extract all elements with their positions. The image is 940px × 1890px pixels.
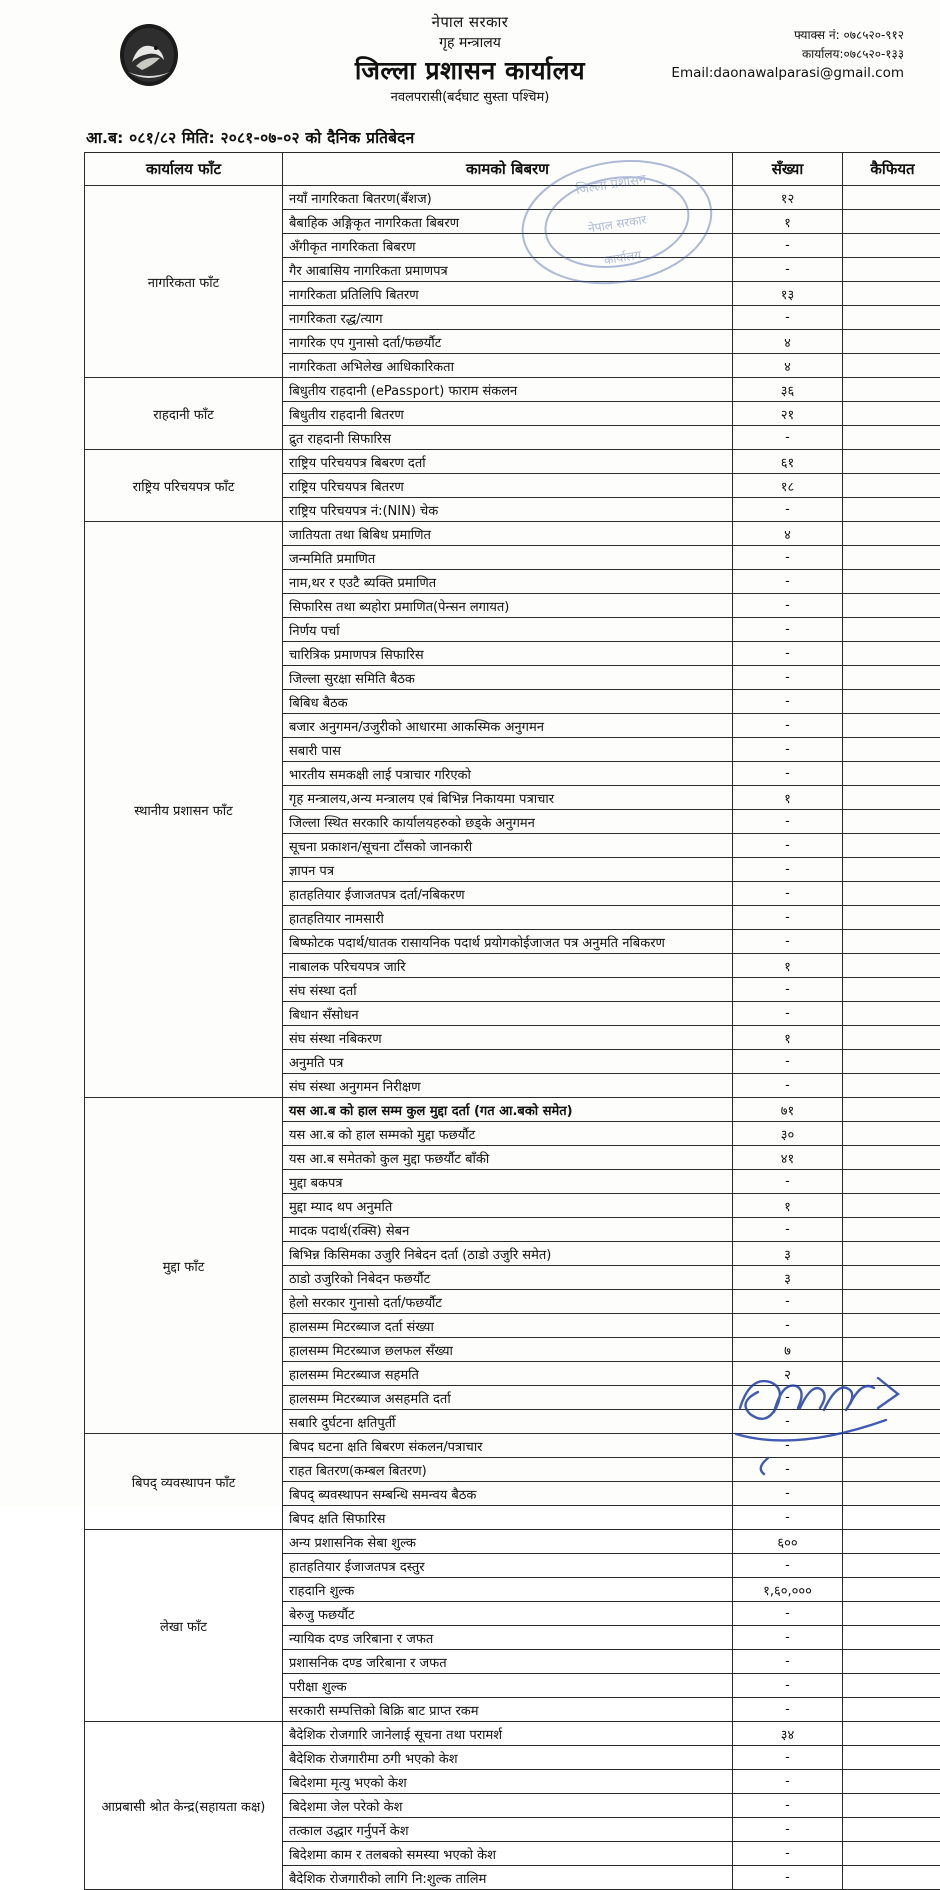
work-description-cell: सबारी पास: [283, 738, 733, 762]
count-cell: -: [733, 1770, 843, 1794]
count-cell: १: [733, 1194, 843, 1218]
document-header: [0, 0, 940, 120]
remark-cell: [843, 498, 940, 522]
remark-cell: [843, 618, 940, 642]
count-cell: -: [733, 498, 843, 522]
remark-cell: [843, 1194, 940, 1218]
work-description-cell: ज्ञापन पत्र: [283, 858, 733, 882]
work-description-cell: यस आ.ब को हाल सम्म कुल मुद्दा दर्ता (गत आ.बको समेत): [283, 1098, 733, 1122]
svg-text:जिल्ला प्रशासन: जिल्ला प्रशासन: [575, 171, 648, 198]
count-cell: १: [733, 954, 843, 978]
work-description-cell: बिष्फोटक पदार्थ/घातक रासायनिक पदार्थ प्रयोगकोईजाजत पत्र अनुमति नबिकरण: [283, 930, 733, 954]
remark-cell: [843, 1458, 940, 1482]
district-name: नवलपरासी(बर्दघाट सुस्ता पश्चिम): [0, 88, 940, 108]
email-address: Email:daonawalparasi@gmail.com: [671, 64, 904, 83]
work-description-cell: नाबालक परिचयपत्र जारि: [283, 954, 733, 978]
remark-cell: [843, 282, 940, 306]
count-cell: -: [733, 234, 843, 258]
work-description-cell: हालसम्म मिटरब्याज छलफल सँख्या: [283, 1338, 733, 1362]
remark-cell: [843, 1122, 940, 1146]
work-description-cell: बिपद क्षति सिफारिस: [283, 1506, 733, 1530]
remark-cell: [843, 1770, 940, 1794]
count-cell: ४: [733, 330, 843, 354]
count-cell: -: [733, 1314, 843, 1338]
work-description-cell: बिधुतीय राहदानी (ePassport) फाराम संकलन: [283, 378, 733, 402]
work-description-cell: मुद्दा बकपत्र: [283, 1170, 733, 1194]
table-row: [85, 1722, 940, 1746]
work-description-cell: संघ संस्था अनुगमन निरीक्षण: [283, 1074, 733, 1098]
count-cell: -: [733, 1458, 843, 1482]
count-cell: -: [733, 1170, 843, 1194]
count-cell: ६१: [733, 450, 843, 474]
count-cell: -: [733, 1218, 843, 1242]
remark-cell: [843, 450, 940, 474]
remark-cell: [843, 1410, 940, 1434]
remark-cell: [843, 786, 940, 810]
remark-cell: [843, 1794, 940, 1818]
work-description-cell: नागरिक एप गुनासो दर्ता/फछर्यौट: [283, 330, 733, 354]
remark-cell: [843, 1170, 940, 1194]
svg-text:कार्यालय: कार्यालय: [603, 248, 643, 268]
remark-cell: [843, 1242, 940, 1266]
remark-cell: [843, 1698, 940, 1722]
count-cell: -: [733, 570, 843, 594]
work-description-cell: बिदेशमा काम र तलबको समस्या भएको केश: [283, 1842, 733, 1866]
work-description-cell: चारित्रिक प्रमाणपत्र सिफारिस: [283, 642, 733, 666]
column-header-remark: कैफियत: [843, 153, 940, 186]
work-description-cell: संघ संस्था दर्ता: [283, 978, 733, 1002]
count-cell: -: [733, 1506, 843, 1530]
remark-cell: [843, 714, 940, 738]
count-cell: १३: [733, 282, 843, 306]
remark-cell: [843, 762, 940, 786]
work-description-cell: बैबाहिक अङ्गिकृत नागरिकता बिबरण: [283, 210, 733, 234]
svg-text:नेपाल सरकार: नेपाल सरकार: [587, 212, 648, 235]
office-section-label: लेखा फाँट: [85, 1530, 283, 1722]
work-description-cell: जिल्ला स्थित सरकारि कार्यालयहरुको छड्के अनुगमन: [283, 810, 733, 834]
count-cell: १: [733, 210, 843, 234]
work-description-cell: यस आ.ब को हाल सम्मको मुद्दा फछर्यौट: [283, 1122, 733, 1146]
work-description-cell: प्रशासनिक दण्ड जरिबाना र जफत: [283, 1650, 733, 1674]
remark-cell: [843, 1002, 940, 1026]
count-cell: -: [733, 882, 843, 906]
work-description-cell: बिभिन्न किसिमका उजुरि निबेदन दर्ता (ठाडो उजुरि समेत): [283, 1242, 733, 1266]
work-description-cell: संघ संस्था नबिकरण: [283, 1026, 733, 1050]
count-cell: -: [733, 546, 843, 570]
work-description-cell: नयाँ नागरिकता बितरण(बँशज): [283, 186, 733, 210]
count-cell: -: [733, 426, 843, 450]
remark-cell: [843, 1146, 940, 1170]
count-cell: ७१: [733, 1098, 843, 1122]
table-header-row: [85, 153, 940, 186]
count-cell: ३: [733, 1242, 843, 1266]
remark-cell: [843, 738, 940, 762]
work-description-cell: अँगीकृत नागरिकता बिबरण: [283, 234, 733, 258]
remark-cell: [843, 642, 940, 666]
count-cell: -: [733, 642, 843, 666]
count-cell: -: [733, 1554, 843, 1578]
office-section-label: राष्ट्रिय परिचयपत्र फाँट: [85, 450, 283, 522]
work-description-cell: सिफारिस तथा ब्यहोरा प्रमाणित(पेन्सन लगायत): [283, 594, 733, 618]
work-description-cell: नागरिकता प्रतिलिपि बितरण: [283, 282, 733, 306]
work-description-cell: अनुमति पत्र: [283, 1050, 733, 1074]
remark-cell: [843, 690, 940, 714]
remark-cell: [843, 1554, 940, 1578]
work-description-cell: न्यायिक दण्ड जरिबाना र जफत: [283, 1626, 733, 1650]
work-description-cell: बैदेशिक रोजगारि जानेलाई सूचना तथा परामर्श: [283, 1722, 733, 1746]
count-cell: ३६: [733, 378, 843, 402]
count-cell: -: [733, 978, 843, 1002]
count-cell: -: [733, 834, 843, 858]
count-cell: ४१: [733, 1146, 843, 1170]
contact-block: [671, 26, 904, 83]
count-cell: -: [733, 1050, 843, 1074]
work-description-cell: हालसम्म मिटरब्याज सहमति: [283, 1362, 733, 1386]
remark-cell: [843, 1866, 940, 1890]
work-description-cell: राष्ट्रिय परिचयपत्र बिबरण दर्ता: [283, 450, 733, 474]
remark-cell: [843, 1674, 940, 1698]
count-cell: १२: [733, 186, 843, 210]
count-cell: -: [733, 1794, 843, 1818]
office-section-label: आप्रबासी श्रोत केन्द्र(सहायता कक्ष): [85, 1722, 283, 1890]
count-cell: -: [733, 306, 843, 330]
work-description-cell: बैदेशिक रोजगारीमा ठगी भएको केश: [283, 1746, 733, 1770]
work-description-cell: राहदानि शुल्क: [283, 1578, 733, 1602]
remark-cell: [843, 834, 940, 858]
count-cell: -: [733, 594, 843, 618]
work-description-cell: ठाडो उजुरिको निबेदन फछर्यौट: [283, 1266, 733, 1290]
count-cell: -: [733, 810, 843, 834]
remark-cell: [843, 954, 940, 978]
work-description-cell: परीक्षा शुल्क: [283, 1674, 733, 1698]
remark-cell: [843, 1314, 940, 1338]
office-section-label: स्थानीय प्रशासन फाँट: [85, 522, 283, 1098]
phone-number: कार्यालय:०७८५२०-१३३: [671, 45, 904, 64]
remark-cell: [843, 522, 940, 546]
work-description-cell: जिल्ला सुरक्षा समिति बैठक: [283, 666, 733, 690]
work-description-cell: बिदेशमा मृत्यु भएको केश: [283, 1770, 733, 1794]
remark-cell: [843, 666, 940, 690]
work-description-cell: हेलो सरकार गुनासो दर्ता/फछर्यौट: [283, 1290, 733, 1314]
remark-cell: [843, 1506, 940, 1530]
work-description-cell: बिधुतीय राहदानी बितरण: [283, 402, 733, 426]
remark-cell: [843, 1722, 940, 1746]
office-title: जिल्ला प्रशासन कार्यालय: [0, 54, 940, 88]
remark-cell: [843, 1482, 940, 1506]
remark-cell: [843, 906, 940, 930]
table-row: [85, 450, 940, 474]
work-description-cell: सरकारी सम्पत्तिको बिक्रि बाट प्राप्त रकम: [283, 1698, 733, 1722]
count-cell: -: [733, 762, 843, 786]
work-description-cell: हालसम्म मिटरब्याज दर्ता संख्या: [283, 1314, 733, 1338]
count-cell: ६००: [733, 1530, 843, 1554]
remark-cell: [843, 978, 940, 1002]
remark-cell: [843, 1818, 940, 1842]
count-cell: -: [733, 1866, 843, 1890]
column-header-description: कामको बिबरण: [283, 153, 733, 186]
count-cell: -: [733, 1290, 843, 1314]
work-description-cell: अन्य प्रशासनिक सेबा शुल्क: [283, 1530, 733, 1554]
remark-cell: [843, 1650, 940, 1674]
remark-cell: [843, 330, 940, 354]
office-section-label: राहदानी फाँट: [85, 378, 283, 450]
work-description-cell: राष्ट्रिय परिचयपत्र बितरण: [283, 474, 733, 498]
count-cell: -: [733, 1074, 843, 1098]
work-description-cell: भारतीय समकक्षी लाई पत्राचार गरिएको: [283, 762, 733, 786]
remark-cell: [843, 306, 940, 330]
column-header-office: कार्यालय फाँट: [85, 153, 283, 186]
work-description-cell: राहत बितरण(कम्बल बितरण): [283, 1458, 733, 1482]
work-description-cell: निर्णय पर्चा: [283, 618, 733, 642]
daily-report-table: [84, 152, 940, 1890]
remark-cell: [843, 1050, 940, 1074]
table-row: [85, 1530, 940, 1554]
count-cell: -: [733, 1410, 843, 1434]
remark-cell: [843, 1386, 940, 1410]
work-description-cell: बिधान सँसोधन: [283, 1002, 733, 1026]
remark-cell: [843, 1026, 940, 1050]
count-cell: -: [733, 1386, 843, 1410]
report-subject: आ.ब: ०८१/८२ मिति: २०८१-०७-०२ को दैनिक प्रतिबेदन: [86, 126, 940, 148]
remark-cell: [843, 930, 940, 954]
work-description-cell: बिपद् ब्यवस्थापन सम्बन्धि समन्वय बैठक: [283, 1482, 733, 1506]
office-section-label: बिपद् व्यवस्थापन फाँट: [85, 1434, 283, 1530]
table-row: [85, 1434, 940, 1458]
remark-cell: [843, 858, 940, 882]
count-cell: ३४: [733, 1722, 843, 1746]
count-cell: -: [733, 258, 843, 282]
count-cell: १८: [733, 474, 843, 498]
work-description-cell: बैदेशिक रोजगारीको लागि नि:शुल्क तालिम: [283, 1866, 733, 1890]
work-description-cell: बिबिध बैठक: [283, 690, 733, 714]
remark-cell: [843, 1434, 940, 1458]
column-header-count: सँख्या: [733, 153, 843, 186]
work-description-cell: गैर आबासिय नागरिकता प्रमाणपत्र: [283, 258, 733, 282]
remark-cell: [843, 1602, 940, 1626]
work-description-cell: राष्ट्रिय परिचयपत्र नं:(NIN) चेक: [283, 498, 733, 522]
work-description-cell: द्रुत राहदानी सिफारिस: [283, 426, 733, 450]
table-row: [85, 522, 940, 546]
remark-cell: [843, 210, 940, 234]
work-description-cell: मुद्दा म्याद थप अनुमति: [283, 1194, 733, 1218]
count-cell: -: [733, 1602, 843, 1626]
count-cell: -: [733, 1650, 843, 1674]
remark-cell: [843, 1218, 940, 1242]
table-row: [85, 186, 940, 210]
remark-cell: [843, 426, 940, 450]
work-description-cell: बेरुजु फछर्यौट: [283, 1602, 733, 1626]
remark-cell: [843, 1842, 940, 1866]
work-description-cell: हातहतियार ईजाजतपत्र दस्तुर: [283, 1554, 733, 1578]
work-description-cell: गृह मन्त्रालय,अन्य मन्त्रालय एबं बिभिन्न निकायमा पत्राचार: [283, 786, 733, 810]
work-description-cell: तत्काल उद्धार गर्नुपर्ने केश: [283, 1818, 733, 1842]
remark-cell: [843, 234, 940, 258]
remark-cell: [843, 354, 940, 378]
work-description-cell: बिदेशमा जेल परेको केश: [283, 1794, 733, 1818]
remark-cell: [843, 378, 940, 402]
count-cell: -: [733, 1002, 843, 1026]
remark-cell: [843, 402, 940, 426]
fax-number: फ्याक्स नं: ०७८५२०-९१२: [671, 26, 904, 45]
count-cell: ४: [733, 522, 843, 546]
work-description-cell: यस आ.ब समेतको कुल मुद्दा फछर्यौट बाँकी: [283, 1146, 733, 1170]
ministry-name: गृह मन्त्रालय: [0, 32, 940, 54]
count-cell: -: [733, 1482, 843, 1506]
remark-cell: [843, 810, 940, 834]
count-cell: -: [733, 618, 843, 642]
count-cell: -: [733, 1818, 843, 1842]
count-cell: -: [733, 906, 843, 930]
count-cell: -: [733, 738, 843, 762]
remark-cell: [843, 1578, 940, 1602]
count-cell: -: [733, 858, 843, 882]
work-description-cell: नागरिकता अभिलेख आधिकारिकता: [283, 354, 733, 378]
government-name: नेपाल सरकार: [0, 12, 940, 32]
work-description-cell: नागरिकता रद्ध/त्याग: [283, 306, 733, 330]
work-description-cell: हालसम्म मिटरब्याज असहमति दर्ता: [283, 1386, 733, 1410]
work-description-cell: सूचना प्रकाशन/सूचना टाँसको जानकारी: [283, 834, 733, 858]
count-cell: ४: [733, 354, 843, 378]
table-row: [85, 378, 940, 402]
remark-cell: [843, 1266, 940, 1290]
work-description-cell: बजार अनुगमन/उजुरीको आधारमा आकस्मिक अनुगमन: [283, 714, 733, 738]
work-description-cell: जन्ममिति प्रमाणित: [283, 546, 733, 570]
remark-cell: [843, 546, 940, 570]
count-cell: -: [733, 1434, 843, 1458]
remark-cell: [843, 1338, 940, 1362]
remark-cell: [843, 1530, 940, 1554]
remark-cell: [843, 1074, 940, 1098]
count-cell: ३०: [733, 1122, 843, 1146]
count-cell: -: [733, 690, 843, 714]
work-description-cell: नाम,थर र एउटै ब्यक्ति प्रमाणित: [283, 570, 733, 594]
remark-cell: [843, 882, 940, 906]
count-cell: २: [733, 1362, 843, 1386]
remark-cell: [843, 258, 940, 282]
remark-cell: [843, 570, 940, 594]
remark-cell: [843, 186, 940, 210]
remark-cell: [843, 1098, 940, 1122]
table-row: [85, 1098, 940, 1122]
work-description-cell: हातहतियार नामसारी: [283, 906, 733, 930]
work-description-cell: मादक पदार्थ(रक्सि) सेबन: [283, 1218, 733, 1242]
count-cell: ७: [733, 1338, 843, 1362]
count-cell: -: [733, 1746, 843, 1770]
work-description-cell: बिपद घटना क्षति बिबरण संकलन/पत्राचार: [283, 1434, 733, 1458]
count-cell: १: [733, 1026, 843, 1050]
count-cell: -: [733, 1698, 843, 1722]
work-description-cell: जातियता तथा बिबिध प्रमाणित: [283, 522, 733, 546]
count-cell: १,६०,०००: [733, 1578, 843, 1602]
count-cell: -: [733, 1842, 843, 1866]
remark-cell: [843, 1362, 940, 1386]
count-cell: -: [733, 1674, 843, 1698]
count-cell: -: [733, 666, 843, 690]
count-cell: -: [733, 714, 843, 738]
remark-cell: [843, 1626, 940, 1650]
remark-cell: [843, 474, 940, 498]
remark-cell: [843, 594, 940, 618]
count-cell: २१: [733, 402, 843, 426]
office-section-label: नागरिकता फाँट: [85, 186, 283, 378]
remark-cell: [843, 1290, 940, 1314]
table-body: [85, 186, 940, 1890]
office-section-label: मुद्दा फाँट: [85, 1098, 283, 1434]
count-cell: -: [733, 1626, 843, 1650]
work-description-cell: हातहतियार ईजाजतपत्र दर्ता/नबिकरण: [283, 882, 733, 906]
remark-cell: [843, 1746, 940, 1770]
work-description-cell: सबारि दुर्घटना क्षतिपुर्ती: [283, 1410, 733, 1434]
count-cell: -: [733, 930, 843, 954]
count-cell: ३: [733, 1266, 843, 1290]
count-cell: १: [733, 786, 843, 810]
